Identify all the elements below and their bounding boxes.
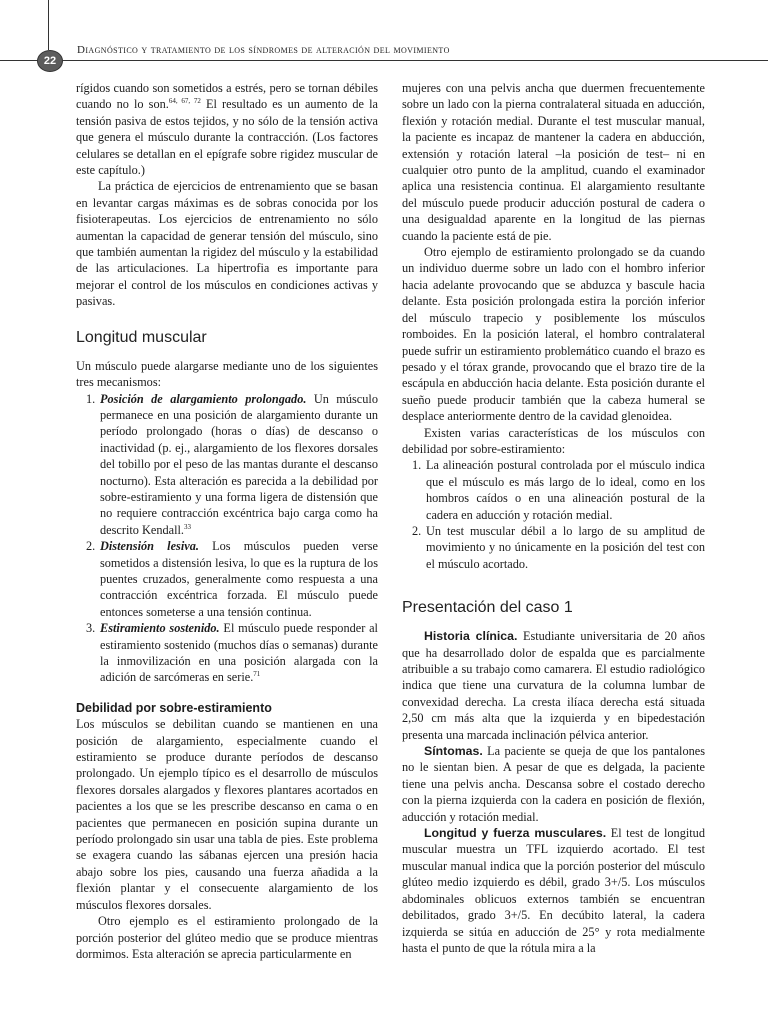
list-item: 1. Posición de alargamiento prolongado. Un músculo permanece en una posición de alargamiento durante un período prolongado (horas o días) de descanso o inactividad (p. ej., alargamiento de los flexores dorsales del tobillo por el peso de las mantas durante el descanso nocturno). Esta alteración es parecida a la debilidad por sobre-estiramiento y una forma ligera de distensión que no requiere contracción excéntrica bajo carga como ha descrito Kendall.$^{33}$	[86, 391, 378, 537]
paragraph: Otro ejemplo es el estiramiento prolongado de la porción posterior del glúteo medio que se produce mientras dormimos. Esta alteración se aprecia particularmente en	[76, 914, 378, 961]
header-horizontal-rule	[0, 60, 768, 61]
paragraph: mujeres con una pelvis ancha que duermen frecuentemente sobre un lado con la pierna contralateral situada en aducción, flexión y rotación medial. Durante el test muscular manual, la paciente es incapaz de mantener la cadera en abducción, extensión y rotación lateral –la posición de test– ni en cualquier otro punto de la amplitud, cuando el examinador aplica una resistencia continua. El alargamiento resultante del músculo puede producir aducción postural de cadera o una desigualdad aparente en la longitud de las piernas cuando la paciente está de pie.	[402, 81, 705, 243]
list-item: 1. La alineación postural controlada por el músculo indica que el músculo es más largo de lo ideal, como en los hombros caídos o en una alineación postural de la cadera en aducción y rotación medial.	[412, 458, 705, 522]
section-heading: Longitud muscular	[76, 328, 207, 346]
citation-ref: 71	[253, 670, 261, 679]
inline-lead: Longitud y fuerza musculares.	[424, 826, 607, 841]
running-title: Diagnóstico y tratamiento de los síndromes de alteración del movimiento	[77, 44, 450, 56]
paragraph: Historia clínica. Estudiante universitaria de 20 años que ha desarrollado dolor de espalda que es parcialmente atribuible a su trabajo como camarera. El estudio radiológico indica que tiene una curvatura de la columna lumbar de convexidad derecha. La cresta ilíaca derecha está situada 2,50 cm más alta que la izquierda y en bipedestación presenta una marcada inclinación pélvica anterior.	[402, 629, 705, 742]
paragraph: La práctica de ejercicios de entrenamiento que se basan en levantar cargas máximas es de sobras conocida por los fisioterapeutas. Los ejercicios de entrenamiento no sólo aumentan la capacidad de generar tensión del músculo, sino que también aumentan la rigidez del músculo y la estabilidad de las articulaciones. La hipertrofia es importante para mejorar el control de los músculos en condiciones activas y pasivas.	[76, 179, 378, 309]
list-item: 2. Un test muscular débil a lo largo de su amplitud de movimiento y no únicamente en la posición del test con el músculo acortado.	[412, 523, 705, 571]
list-item: 3. Estiramiento sostenido. El músculo puede responder al estiramiento sostenido (muchos días o semanas) durante la inmovilización en una posición alargada con la adición de sarcómeras en serie.$^{71}$	[86, 621, 378, 685]
header-vertical-rule	[48, 0, 49, 50]
inline-lead: Historia clínica.	[424, 629, 518, 644]
paragraph: Existen varias características de los músculos con debilidad por sobre-estiramiento:	[402, 425, 705, 456]
citation-ref: 33	[184, 522, 192, 531]
paragraph: Otro ejemplo de estiramiento prolongado se da cuando un individuo duerme sobre un lado con el hombro inferior hacia adelante provocando que se abduzca y bascule hacia delante. Esta posición prolongada estira la porción inferior del músculo trapecio y posiblemente los músculos romboides. En la posición lateral, el hombro contralateral puede sufrir un estiramiento problemático cuando el brazo es pesado y el tórax grande, provocando que el brazo tire de la escápula en abducción hacia delante. Esta posición durante el sueño puede producir también que la cabeza humeral se desplace anteriormente dentro de la cavidad glenoidea.	[402, 245, 705, 424]
subheading: Debilidad por sobre-estiramiento	[76, 700, 272, 715]
paragraph: Los músculos se debilitan cuando se mantienen en una posición de alargamiento, especialmente cuando el estiramiento se produce durante períodos de descanso prolongado. Un ejemplo típico es el desarrollo de músculos flexores dorsales alargados y flexores plantares acortados en pacientes a los que se les prescribe descanso en cama o en pacientes que permanecen en posición supina durante un período prolongado sin usar una tabla de pies. Este problema se exagera cuando las sábanas ejercen una presión hacia abajo sobre los pies, causando una fuerza añadida a la flexión plantar y el consecuente alargamiento de los músculos flexores dorsales.	[76, 717, 378, 912]
paragraph: Longitud y fuerza musculares. El test de longitud muscular muestra un TFL izquierdo acortado. El test muscular manual indica que la porción posterior del músculo glúteo medio izquierdo es débil, grado 3+/5. Los músculos abdominales oblicuos externos también se encuentran debilitados, grado 3+/5. En decúbito lateral, la cadera izquierda se sitúa en aducción de 25° y rota medialmente hasta el punto de que la rótula mira a la	[402, 826, 705, 955]
mechanism-list	[76, 391, 378, 686]
list-item: 2. Distensión lesiva. Los músculos pueden verse sometidos a distensión lesiva, lo que es la ruptura de los puentes cruzados, generalmente como respuesta a una contracción excéntrica forzada. El músculo puede entonces someterse a una tensión continua.	[86, 539, 378, 619]
left-column	[76, 80, 378, 962]
paragraph: Síntomas. La paciente se queja de que los pantalones no le sientan bien. A pesar de que es delgada, la paciente tiene una pelvis ancha. Descansa sobre el costado derecho con la pierna izquierda con la cadera en posición de flexión, aducción y rotación medial.	[402, 744, 705, 824]
paragraph: Un músculo puede alargarse mediante uno de los siguientes tres mecanismos:	[76, 358, 378, 390]
paragraph: rígidos cuando son sometidos a estrés, pero se tornan débiles cuando no lo son.$^{64, 67, 72}$ El resultado es un aumento de la tensión pasiva de estos tejidos, y no sólo de la tensión activa que genera el músculo durante la contracción. (Los factores celulares se detallan en el epígrafe sobre rigidez muscular de este capítulo.)	[76, 81, 378, 178]
citation-ref: 64, 67, 72	[168, 97, 201, 106]
right-column	[402, 80, 705, 956]
section-heading: Presentación del caso 1	[402, 599, 573, 617]
inline-lead: Síntomas.	[424, 744, 483, 759]
page-number-badge: 22	[37, 50, 63, 72]
characteristics-list	[402, 457, 705, 572]
